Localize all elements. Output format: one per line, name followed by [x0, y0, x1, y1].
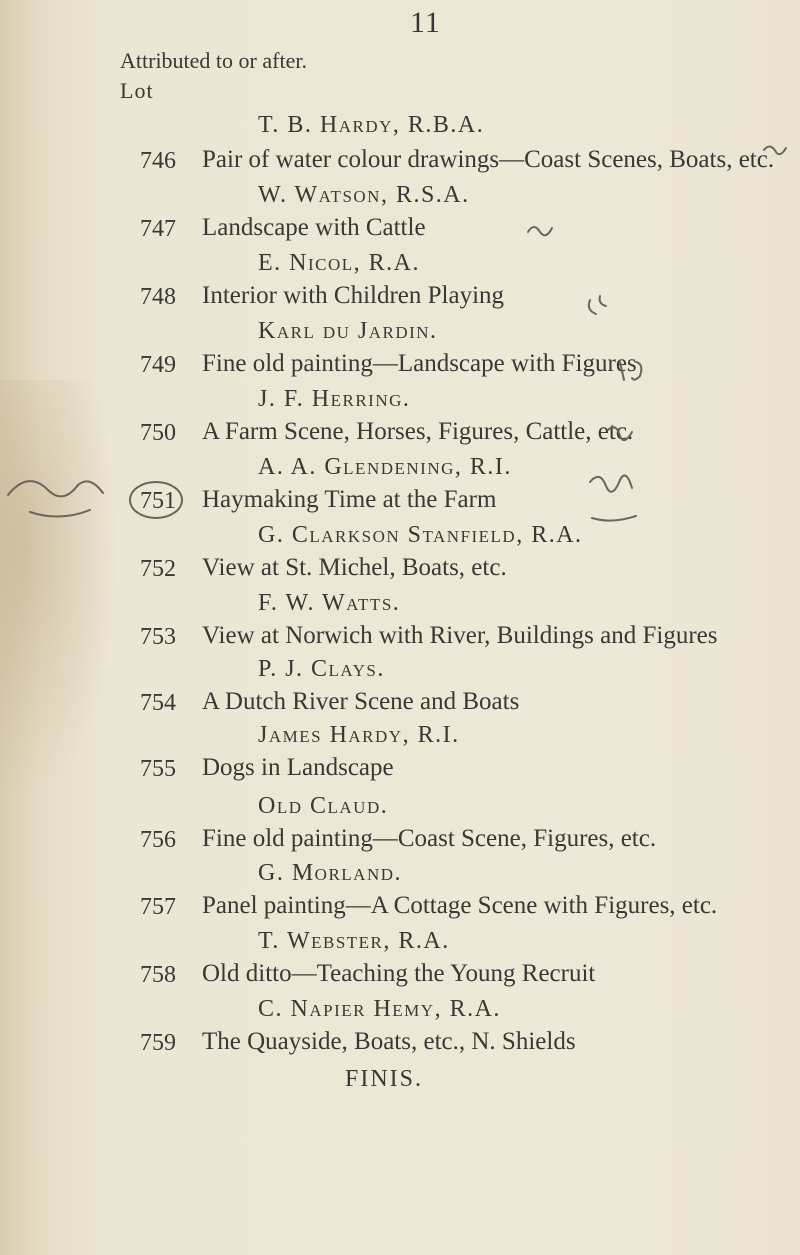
artist-name: Karl du Jardin.	[258, 318, 438, 344]
artist-name: C. Napier Hemy, R.A.	[258, 996, 501, 1022]
lot-number: 753	[140, 624, 176, 650]
artist-name: T. B. Hardy, R.B.A.	[258, 112, 485, 138]
pencil-price-mark	[592, 516, 636, 521]
artist-name: E. Nicol, R.A.	[258, 250, 420, 276]
lot-title: Dogs in Landscape	[202, 754, 394, 781]
lot-title: Panel painting—A Cottage Scene with Figures, etc.	[202, 892, 718, 919]
pencil-price-mark	[608, 427, 632, 440]
artist-name: G. Clarkson Stanfield, R.A.	[258, 522, 583, 548]
lot-number: 746	[140, 148, 176, 174]
artist-name: J. F. Herring.	[258, 386, 411, 412]
artist-name: F. W. Watts.	[258, 590, 401, 616]
lot-number: 747	[140, 216, 176, 242]
lot-title: Interior with Children Playing	[202, 282, 505, 309]
pencil-circle-mark	[130, 482, 182, 518]
lot-title: Fine old painting—Landscape with Figures	[202, 350, 637, 377]
pencil-price-mark	[589, 296, 606, 314]
pencil-price-mark	[764, 146, 786, 154]
lot-number: 757	[140, 894, 176, 920]
lot-title: View at Norwich with River, Buildings and Figures	[202, 622, 718, 649]
artist-name: Old Claud.	[258, 793, 389, 819]
lot-number: 750	[140, 420, 176, 446]
lot-title: Pair of water colour drawings—Coast Scenes, Boats, etc.	[202, 146, 775, 173]
artist-name: James Hardy, R.I.	[258, 722, 460, 748]
artist-name: W. Watson, R.S.A.	[258, 182, 470, 208]
artist-name: T. Webster, R.A.	[258, 928, 450, 954]
lot-number: 755	[140, 756, 176, 782]
lot-title: Fine old painting—Coast Scene, Figures, etc.	[202, 825, 657, 852]
lot-number: 756	[140, 827, 176, 853]
lot-number: 751	[140, 488, 176, 514]
page-number: 11	[410, 6, 441, 39]
lot-title: Haymaking Time at the Farm	[202, 486, 497, 513]
lot-column-header: Lot	[120, 78, 154, 103]
artist-name: P. J. Clays.	[258, 656, 385, 682]
lot-number: 759	[140, 1030, 176, 1056]
pencil-price-mark	[528, 227, 552, 235]
pencil-scribble-mark	[30, 510, 90, 517]
lot-title: A Dutch River Scene and Boats	[202, 688, 520, 715]
lot-number: 749	[140, 352, 176, 378]
lot-number: 754	[140, 690, 176, 716]
lot-title: Landscape with Cattle	[202, 214, 426, 241]
pencil-scribble-mark	[8, 481, 103, 496]
pencil-price-mark	[590, 476, 632, 492]
lot-title: View at St. Michel, Boats, etc.	[202, 554, 507, 581]
lot-number: 758	[140, 962, 176, 988]
lot-title: The Quayside, Boats, etc., N. Shields	[202, 1028, 576, 1055]
artist-name: G. Morland.	[258, 860, 403, 886]
pencil-price-mark	[620, 362, 641, 380]
lot-number: 752	[140, 556, 176, 582]
lot-number: 748	[140, 284, 176, 310]
attribution-note: Attributed to or after.	[120, 48, 307, 73]
lot-title: Old ditto—Teaching the Young Recruit	[202, 960, 596, 987]
artist-name: A. A. Glendening, R.I.	[258, 454, 512, 480]
closing-finis: FINIS.	[345, 1066, 424, 1092]
lot-title: A Farm Scene, Horses, Figures, Cattle, etc.	[202, 418, 634, 445]
